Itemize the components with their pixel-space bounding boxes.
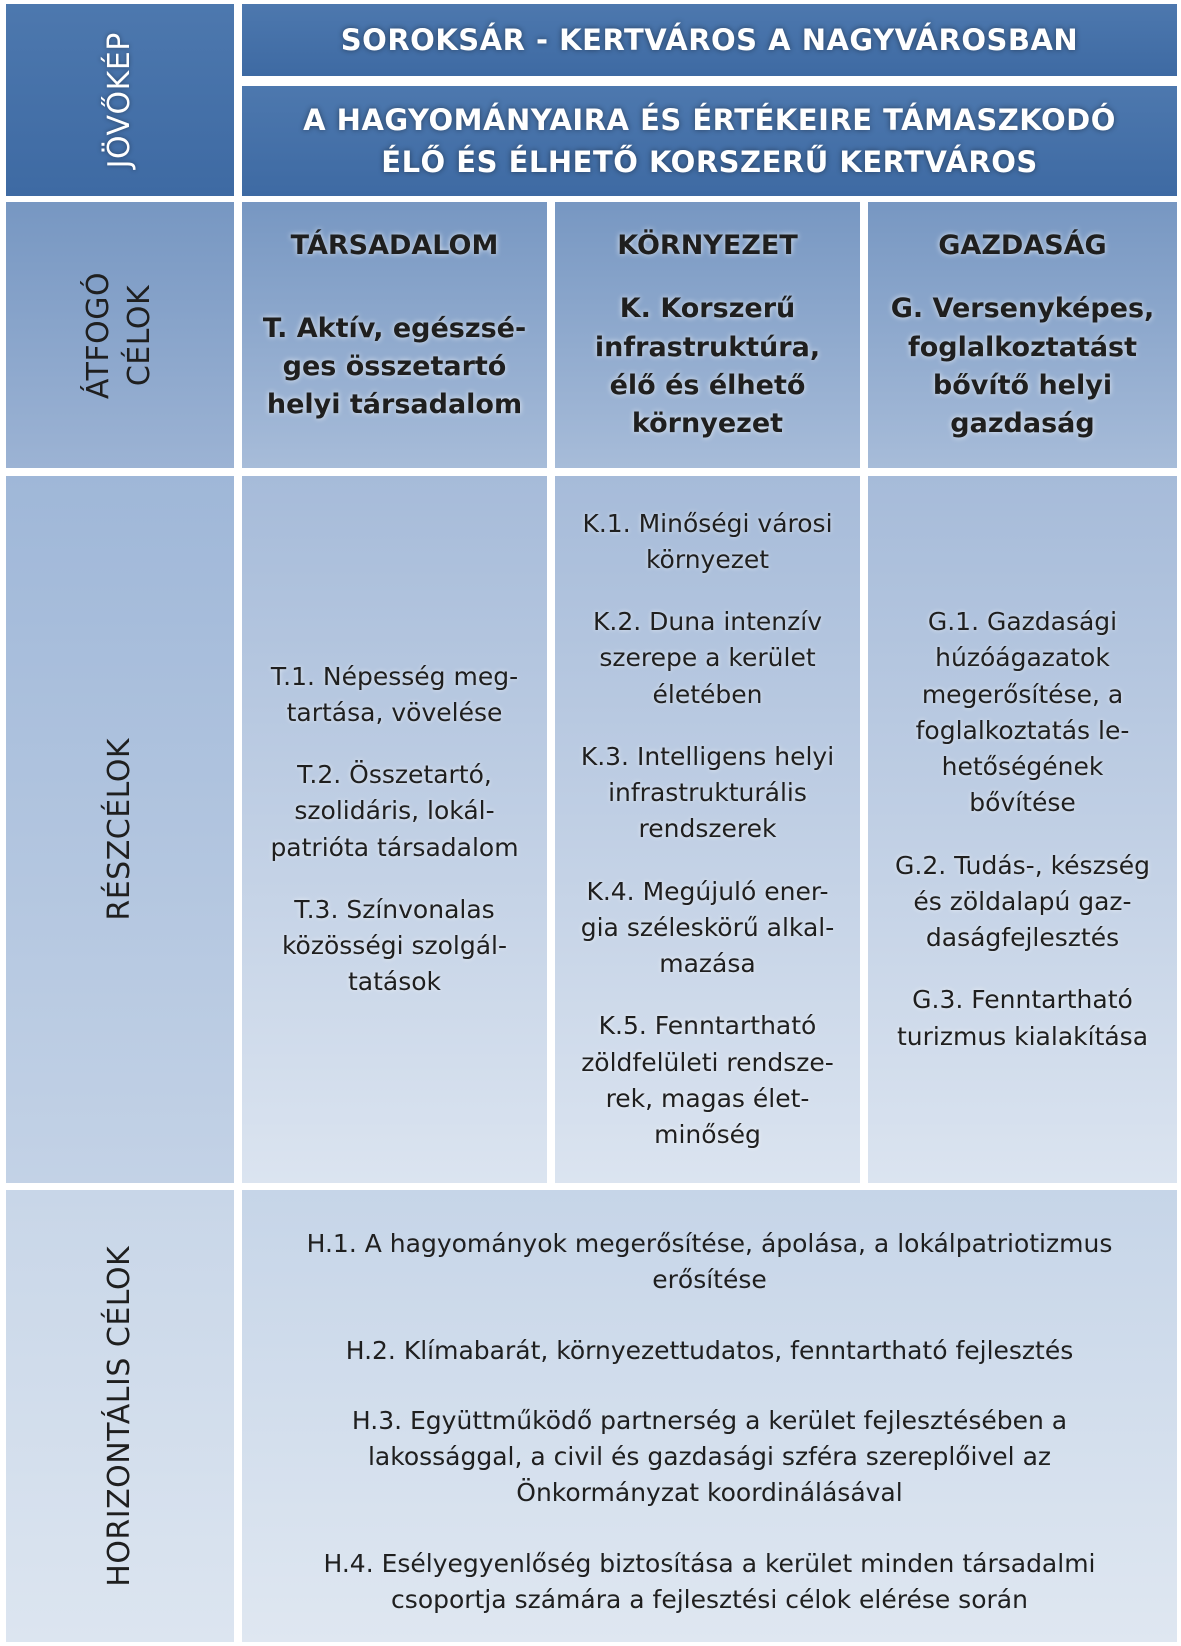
subgoal-line: minőség [654, 1120, 761, 1150]
subgoal-line: és zöldalapú gaz- [913, 886, 1132, 916]
subgoal-line: tartása, vövelése [286, 697, 503, 727]
cross-goal-environment [555, 202, 860, 468]
horizontal-goal-line: erősítése [652, 1265, 767, 1295]
subgoal-line: tatások [347, 967, 442, 997]
subgoal-line: infrastrukturális [608, 778, 807, 808]
cross-goal-environment-text [583, 276, 832, 468]
horizontal-goal-line: H.3. Együttműködő partnerség a kerület fejlesztésében a [351, 1405, 1068, 1435]
subgoal-line: G.2. Tudás-, készség [895, 850, 1150, 880]
subgoal-line: húzóágazatok [935, 643, 1110, 673]
vision-title-bar [242, 4, 1177, 76]
side-label-sub: RÉSZCÉLOK [101, 738, 137, 921]
side-label-cross-line2: CÉLOK [122, 284, 157, 386]
subgoal-line: közösségi szolgál- [281, 931, 508, 960]
side-label-cross-line1: ÁTFOGÓ [81, 271, 117, 399]
subgoal-line: T.2. Összetartó, [297, 760, 492, 789]
side-label-horizontal-cell [6, 1190, 234, 1642]
subgoal-g3 [897, 982, 1148, 1055]
side-label-vision-cell [6, 4, 234, 196]
horizontal-goal-line: Önkormányzat koordinálásával [516, 1478, 903, 1508]
side-label-horizontal: HORIZONTÁLIS CÉLOK [101, 1245, 137, 1587]
subgoal-line: mazása [659, 949, 756, 979]
horizontal-goals [242, 1190, 1177, 1642]
subgoal-line: megerősítése, a [921, 679, 1124, 709]
subgoal-line: foglalkoztatás le- [915, 715, 1130, 745]
cross-goal-economy-text [879, 276, 1167, 468]
subgoal-line: rendszerek [638, 814, 777, 844]
goal-line: G. Versenyképes, [890, 293, 1155, 325]
goal-line: ges összetartó [282, 350, 507, 382]
subgoal-line: gia széleskörű alkal- [580, 912, 835, 942]
subgoal-line: szolidáris, lokál- [294, 796, 495, 826]
column-heading-environment: KÖRNYEZET [617, 229, 798, 261]
column-heading-society: TÁRSADALOM [290, 229, 499, 261]
subgoal-line: rek, magas élet- [605, 1083, 810, 1113]
subgoal-k1 [582, 506, 832, 579]
subgoal-t2 [270, 757, 518, 866]
subgoal-line: G.1. Gazdasági [927, 607, 1118, 637]
subgoal-line: zöldfelületi rendsze- [581, 1047, 834, 1077]
horizontal-goal-line: csoportja számára a fejlesztési célok elérése során [391, 1584, 1028, 1614]
subgoals-society [242, 476, 547, 1183]
horizontal-goal-line: H.4. Esélyegyenlőség biztosítása a kerület minden társadalmi [323, 1548, 1096, 1578]
subgoal-line: T.1. Népesség meg- [270, 661, 519, 691]
subgoal-t1 [271, 659, 518, 732]
subgoal-line: K.5. Fenntartható [598, 1011, 817, 1041]
horizontal-goal-line: H.1. A hagyományok megerősítése, ápolása, a lokálpatriotizmus [306, 1229, 1113, 1258]
goal-line: foglalkoztatást [907, 331, 1138, 363]
subgoal-line: turizmus kialakítása [896, 1021, 1149, 1051]
vision-line-1: A HAGYOMÁNYAIRA ÉS ÉRTÉKEIRE TÁMASZKODÓ [303, 102, 1116, 137]
vision-title: SOROKSÁR - KERTVÁROS A NAGYVÁROSBAN [340, 22, 1079, 57]
horizontal-goal-h1 [307, 1226, 1113, 1299]
goal-line: infrastruktúra, [594, 331, 821, 363]
subgoals-economy [868, 476, 1177, 1183]
side-label-sub-cell [6, 476, 234, 1183]
horizontal-goal-line: H.2. Klímabarát, környezettudatos, fenntartható fejlesztés [345, 1335, 1074, 1365]
subgoal-line: daságfejlesztés [925, 923, 1120, 953]
goal-line: helyi társadalom [266, 389, 523, 421]
subgoal-line: bővítése [969, 788, 1076, 818]
subgoal-line: K.4. Megújuló ener- [586, 876, 829, 906]
subgoal-line: patrióta társadalom [270, 832, 519, 862]
cross-goal-economy [868, 202, 1177, 468]
subgoal-t3 [282, 892, 507, 1001]
cross-goal-society [242, 202, 547, 468]
goal-line: gazdaság [950, 408, 1095, 440]
subgoal-line: K.1. Minőségi városi [582, 508, 833, 538]
subgoal-line: szerepe a kerület [599, 643, 816, 673]
subgoal-line: életében [652, 679, 763, 709]
vision-line-2: ÉLŐ ÉS ÉLHETŐ KORSZERŰ KERTVÁROS [381, 145, 1038, 179]
subgoal-line: K.3. Intelligens helyi [580, 741, 835, 771]
cross-goal-society-text [251, 276, 538, 468]
subgoal-k4 [581, 874, 835, 983]
subgoal-k5 [581, 1008, 834, 1153]
goal-line: K. Korszerű [619, 293, 796, 325]
horizontal-goal-line: lakossággal, a civil és gazdasági szféra szereplőivel az [367, 1442, 1052, 1471]
goal-line: bővítő helyi [932, 370, 1113, 401]
subgoal-k3 [581, 739, 834, 848]
goal-line: T. Aktív, egészsé- [262, 312, 527, 344]
subgoals-environment [555, 476, 860, 1183]
subgoal-line: T.3. Színvonalas [294, 894, 495, 924]
column-heading-economy: GAZDASÁG [938, 229, 1107, 261]
subgoal-line: K.2. Duna intenzív [592, 607, 823, 637]
horizontal-goal-h3 [352, 1403, 1067, 1512]
horizontal-goal-h2 [346, 1333, 1074, 1369]
subgoal-g1 [916, 604, 1130, 822]
vision-statement [242, 86, 1177, 196]
goal-line: környezet [631, 408, 784, 440]
side-label-cross-cell [6, 202, 234, 468]
side-label-cross [80, 271, 161, 398]
subgoal-line: környezet [645, 544, 770, 574]
side-label-vision: JÖVŐKÉP [101, 31, 137, 169]
subgoal-line: hetőségének [941, 752, 1104, 782]
subgoal-line: G.3. Fenntartható [912, 985, 1133, 1015]
goal-line: élő és élhető [609, 370, 806, 401]
horizontal-goal-h4 [324, 1546, 1096, 1619]
subgoal-k2 [593, 604, 822, 713]
subgoal-g2 [895, 848, 1150, 957]
